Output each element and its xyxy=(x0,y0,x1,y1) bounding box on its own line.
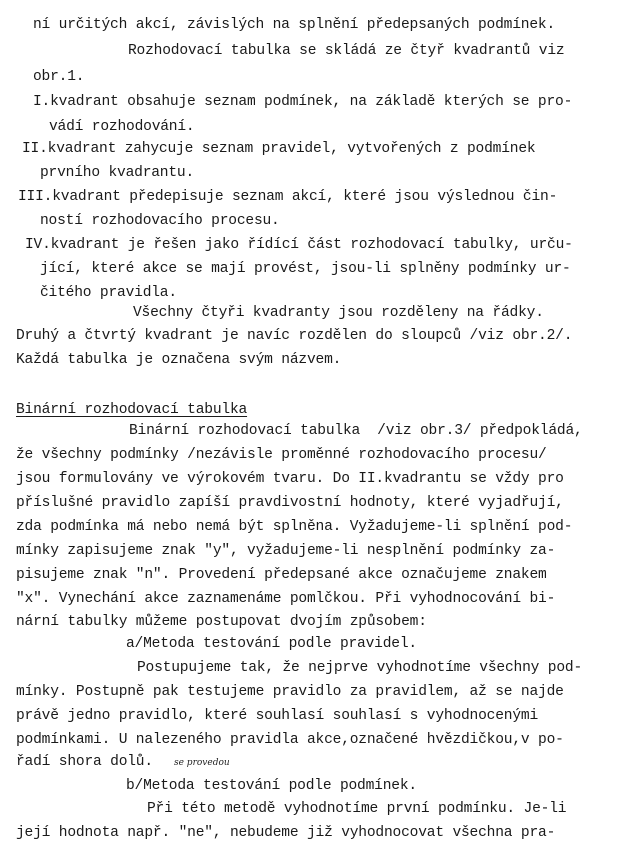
text-line: "x". Vynechání akce zaznamenáme pomlčkou. Při vyhodnocování bi- xyxy=(16,591,556,607)
text-line: obr.1. xyxy=(33,69,85,85)
text-line: jící, které akce se mají provést, jsou-li splněny podmínky ur- xyxy=(40,261,571,277)
text-line: pisujeme znak "n". Provedení předepsané akce označujeme znakem xyxy=(16,567,547,583)
text-line: II.kvadrant zahycuje seznam pravidel, vytvořených z podmínek xyxy=(22,141,536,157)
text-line: její hodnota např. "ne", nebudeme již vyhodnocovat všechna pra- xyxy=(16,825,556,841)
section-heading: Binární rozhodovací tabulka xyxy=(16,402,248,418)
text-line: Binární rozhodovací tabulka /viz obr.3/ předpokládá, xyxy=(129,423,583,439)
text-line: čitého pravidla. xyxy=(40,285,177,301)
text-line: prvního kvadrantu. xyxy=(40,165,195,181)
text-line: vádí rozhodování. xyxy=(49,119,195,135)
text-line: Všechny čtyři kvadranty jsou rozděleny na řádky. xyxy=(133,305,544,321)
text-line: zda podmínka má nebo nemá být splněna. Vyžadujeme-li splnění pod- xyxy=(16,519,573,535)
text-line: Rozhodovací tabulka se skládá ze čtyř kvadrantů viz xyxy=(128,43,565,59)
text-line: příslušné pravidlo zapíší pravdivostní hodnoty, které vyjadřují, xyxy=(16,495,564,511)
text-line: ní určitých akcí, závislých na splnění předepsaných podmínek. xyxy=(33,17,556,33)
text-line: podmínkami. U nalezeného pravidla akce,označené hvězdičkou,v po- xyxy=(16,732,564,748)
text-line: nární tabulky můžeme postupovat dvojím způsobem: xyxy=(16,614,427,630)
text-line: III.kvadrant předepisuje seznam akcí, které jsou výslednou čin- xyxy=(18,189,558,205)
text-line: mínky zapisujeme znak "y", vyžadujeme-li nesplnění podmínky za- xyxy=(16,543,556,559)
handwritten-note: se provedou xyxy=(174,758,230,768)
text-line: Postupujeme tak, že nejprve vyhodnotíme všechny pod- xyxy=(137,660,582,676)
text-line: Druhý a čtvrtý kvadrant je navíc rozdělen do sloupců /viz obr.2/. xyxy=(16,328,573,344)
text-line: mínky. Postupně pak testujeme pravidlo za pravidlem, až se najde xyxy=(16,684,564,700)
subsection-heading: a/Metoda testování podle pravidel. xyxy=(126,636,417,652)
text-line: IV.kvadrant je řešen jako řídící část rozhodovací tabulky, urču- xyxy=(25,237,573,253)
text-line: jsou formulovány ve výrokovém tvaru. Do II.kvadrantu se vždy pro xyxy=(16,471,564,487)
text-line: právě jedno pravidlo, které souhlasí souhlasí s vyhodnocenými xyxy=(16,708,539,724)
text-line: I.kvadrant obsahuje seznam podmínek, na základě kterých se pro- xyxy=(33,94,573,110)
text-line: že všechny podmínky /nezávisle proměnné rozhodovacího procesu/ xyxy=(16,447,547,463)
text-line: řadí shora dolů. xyxy=(16,754,153,770)
subsection-heading: b/Metoda testování podle podmínek. xyxy=(126,778,417,794)
text-line: ností rozhodovacího procesu. xyxy=(40,213,280,229)
text-line: Při této metodě vyhodnotíme první podmínku. Je-li xyxy=(147,801,567,817)
text-line: Každá tabulka je označena svým názvem. xyxy=(16,352,342,368)
